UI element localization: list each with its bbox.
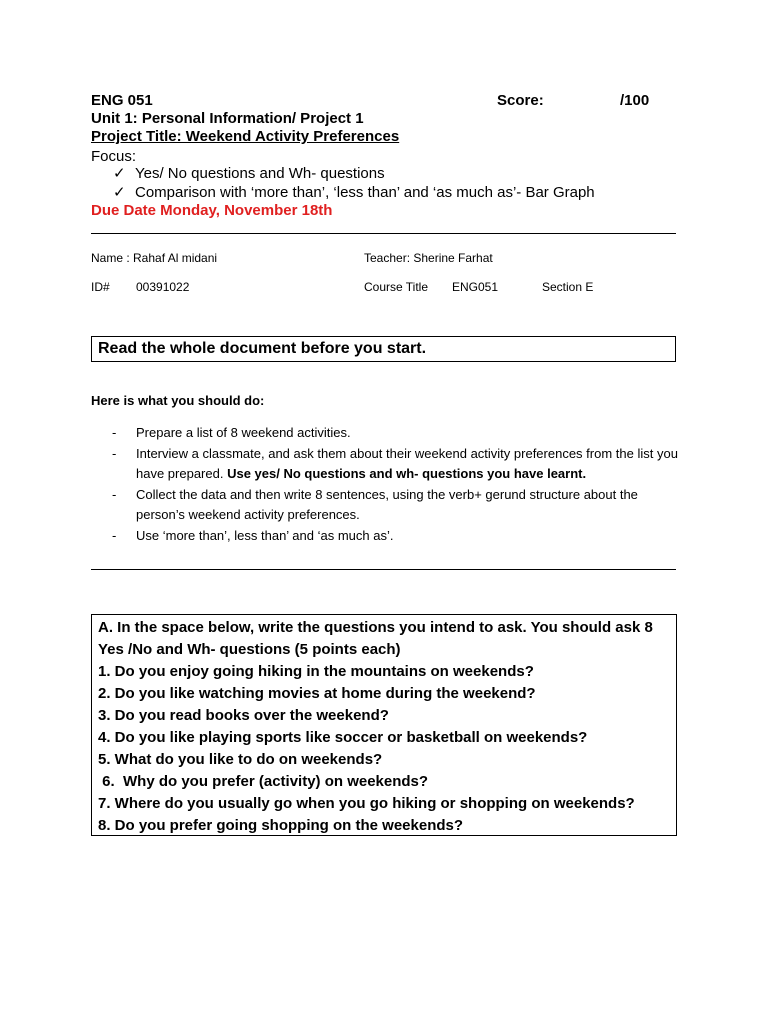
id-value: 00391022 (136, 280, 190, 294)
checkmark-icon: ✓ (113, 184, 126, 201)
list-item: - Prepare a list of 8 weekend activities. (91, 423, 681, 444)
project-title: Project Title: Weekend Activity Preferences (91, 128, 400, 145)
id-label: ID# (91, 280, 110, 294)
question-item: 3. Do you read books over the weekend? (98, 707, 389, 724)
teacher-name: Teacher: Sherine Farhat (364, 251, 493, 265)
question-item: 7. Where do you usually go when you go hiking or shopping on weekends? (98, 795, 635, 812)
divider (91, 569, 676, 570)
checkmark-icon: ✓ (113, 165, 126, 182)
focus-item: ✓ Yes/ No questions and Wh- questions (113, 165, 385, 182)
question-item: 2. Do you like watching movies at home during the weekend? (98, 685, 536, 702)
course-title-label: Course Title (364, 280, 429, 294)
question-item: 5. What do you like to do on weekends? (98, 751, 383, 768)
list-item: - Collect the data and then write 8 sentences, using the verb+ gerund structure about the person’s weekend activity preferences. (112, 486, 638, 522)
divider (91, 233, 676, 234)
focus-label: Focus: (91, 148, 137, 165)
section: Section E (542, 280, 594, 294)
score-label: Score: (497, 92, 544, 109)
instructions-heading: Here is what you should do: (91, 393, 265, 408)
question-item: 4. Do you like playing sports like soccer or basketball on weekends? (98, 729, 588, 746)
due-date: Due Date Monday, November 18th (91, 202, 333, 219)
question-item: 1. Do you enjoy going hiking in the mountains on weekends? (98, 663, 534, 680)
list-dash: - (112, 527, 117, 543)
list-dash: - (112, 486, 117, 502)
list-item: - Interview a classmate, and ask them about their weekend activity preferences from the list you have prepared. Use yes/ No questions and wh- questions you have learnt. (112, 445, 678, 481)
question-item: 8. Do you prefer going shopping on the weekends? (98, 817, 464, 834)
list-item: - Use ‘more than’, less than’ and ‘as much as’. (91, 526, 681, 547)
focus-item: ✓ Comparison with ‘more than’, ‘less than’ and ‘as much as’- Bar Graph (113, 184, 595, 201)
unit-title: Unit 1: Personal Information/ Project 1 (91, 110, 364, 127)
notice-box: Read the whole document before you start. (91, 336, 676, 362)
question-item: 6. Why do you prefer (activity) on weekends? (98, 773, 429, 790)
section-a-box (91, 614, 677, 836)
section-a-instruction: A. In the space below, write the questions you intend to ask. You should ask 8 Yes /No and Wh- questions (5 points each) (98, 619, 653, 658)
list-dash: - (112, 445, 117, 461)
list-dash: - (112, 425, 117, 440)
student-name: Name : Rahaf Al midani (91, 251, 218, 265)
course-title-value: ENG051 (452, 280, 499, 294)
course-code: ENG 051 (91, 92, 153, 109)
score-total: /100 (620, 92, 650, 109)
instructions-list (91, 423, 681, 546)
